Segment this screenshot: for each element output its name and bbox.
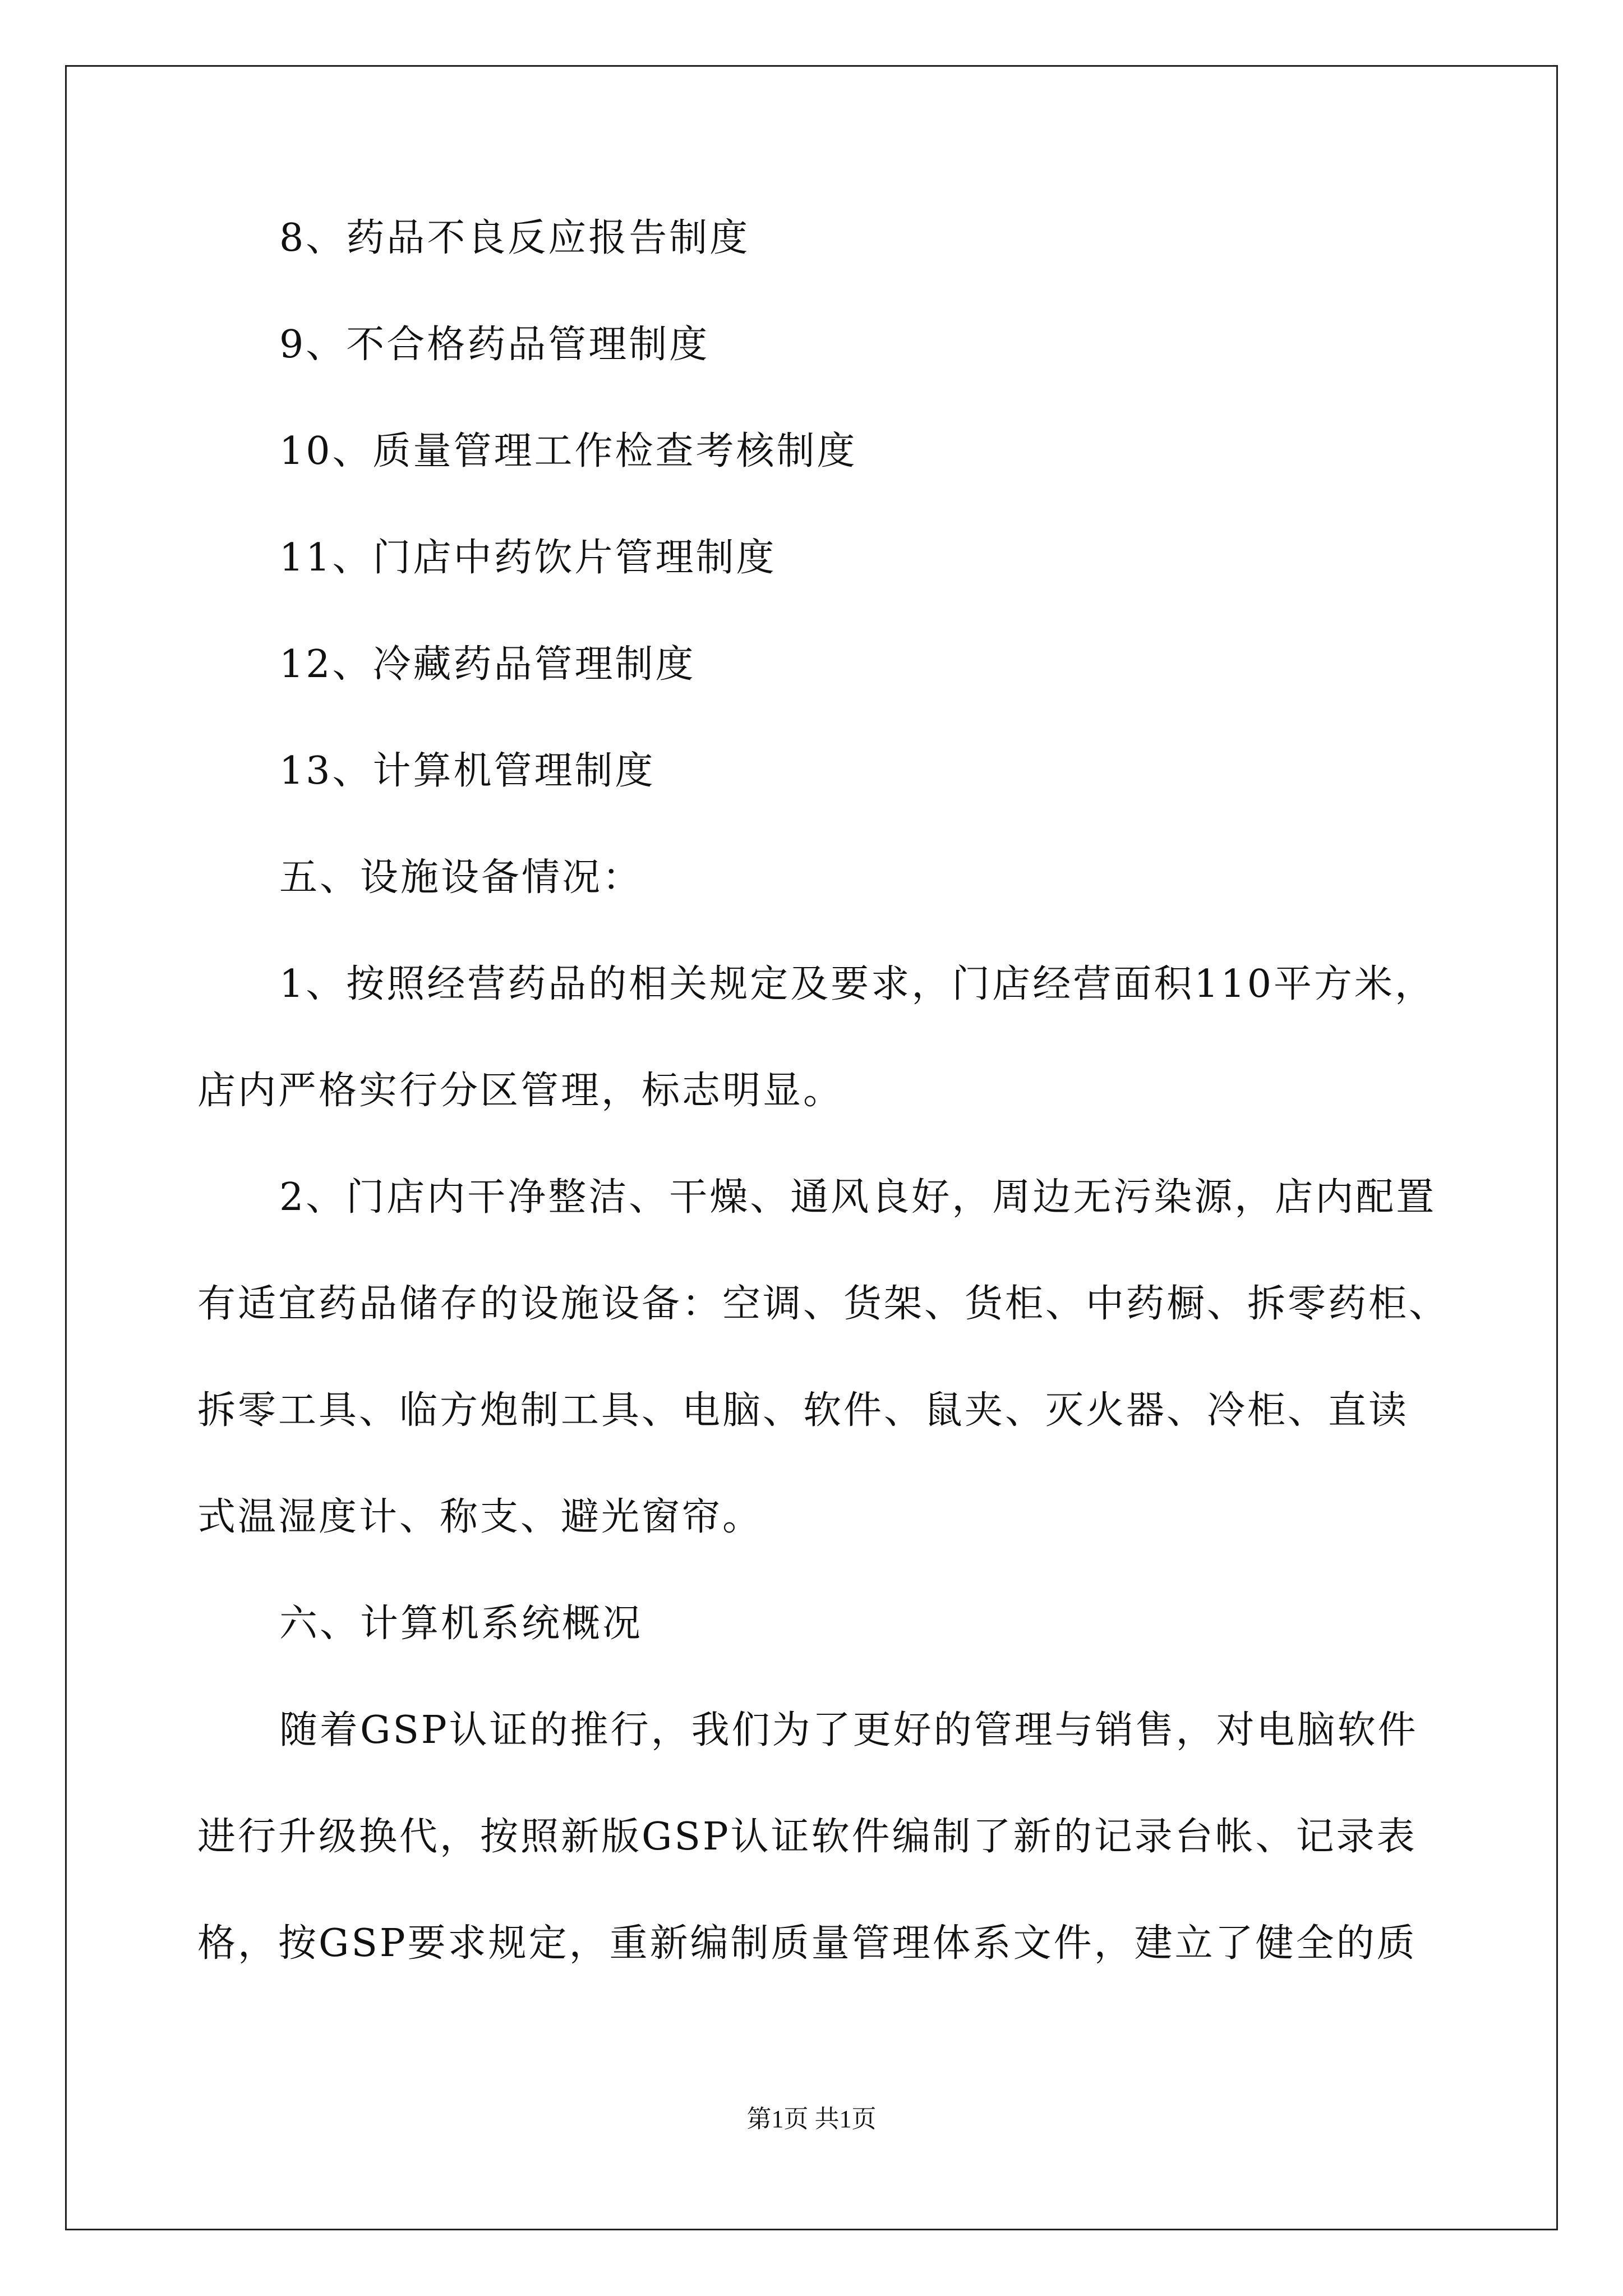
paragraph-line: 2、门店内干净整洁、干燥、通风良好，周边无污染源，店内配置 bbox=[279, 1175, 1437, 1220]
paragraph-line: 格，按GSP要求规定，重新编制质量管理体系文件，建立了健全的质 bbox=[197, 1921, 1417, 1966]
paragraph-line: 店内严格实行分区管理，标志明显。 bbox=[197, 1069, 844, 1113]
list-item: 13、计算机管理制度 bbox=[279, 749, 656, 793]
paragraph-line: 有适宜药品储存的设施设备：空调、货架、货柜、中药橱、拆零药柜、 bbox=[197, 1282, 1450, 1326]
paragraph-line: 1、按照经营药品的相关规定及要求，门店经营面积110平方米， bbox=[279, 962, 1436, 1006]
paragraph-line: 式温湿度计、称支、避光窗帘。 bbox=[197, 1495, 763, 1539]
list-item: 12、冷藏药品管理制度 bbox=[279, 642, 696, 687]
list-item: 11、门店中药饮片管理制度 bbox=[279, 536, 777, 580]
page-border bbox=[65, 65, 1558, 2230]
paragraph-line: 进行升级换代，按照新版GSP认证软件编制了新的记录台帐、记录表 bbox=[197, 1815, 1417, 1859]
list-item: 8、药品不良反应报告制度 bbox=[279, 216, 750, 260]
page-footer: 第1页 共1页 bbox=[746, 2105, 877, 2133]
section-heading: 六、计算机系统概况 bbox=[279, 1602, 643, 1646]
list-item: 10、质量管理工作检查考核制度 bbox=[279, 429, 857, 473]
paragraph-line: 随着GSP认证的推行，我们为了更好的管理与销售，对电脑软件 bbox=[279, 1708, 1418, 1752]
paragraph-line: 拆零工具、临方炮制工具、电脑、软件、鼠夹、灭火器、冷柜、直读 bbox=[197, 1388, 1409, 1433]
section-heading: 五、设施设备情况： bbox=[279, 855, 643, 900]
list-item: 9、不合格药品管理制度 bbox=[279, 323, 710, 367]
